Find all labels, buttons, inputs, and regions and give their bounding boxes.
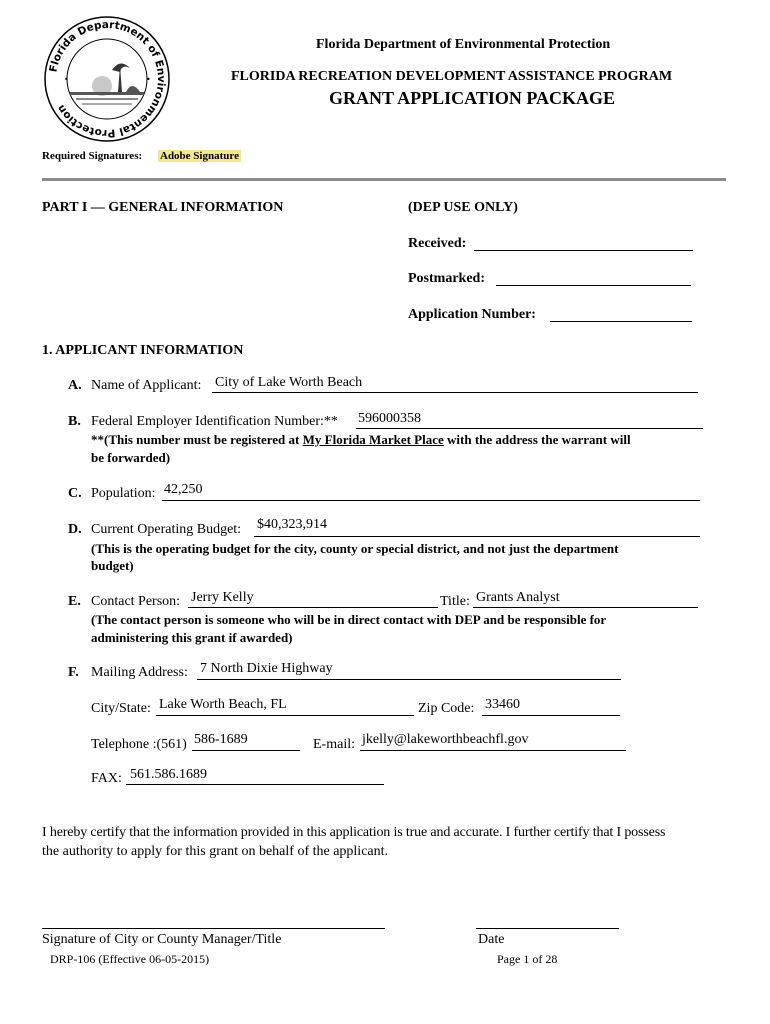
fax-value: 561.586.1689 (130, 767, 207, 782)
form-id: DRP-106 (Effective 06-05-2015) (50, 952, 210, 966)
certification-line1: I hereby certify that the information provided in this application is true and accurate. I further certify that I possess (42, 825, 666, 840)
item-d-letter: D. (68, 522, 82, 537)
certification-line2: the authority to apply for this grant on behalf of the applicant. (42, 844, 389, 859)
zip-code-label: Zip Code: (418, 701, 475, 716)
contact-person-value: Jerry Kelly (191, 590, 254, 605)
application-number-label: Application Number: (408, 307, 536, 322)
item-a-letter: A. (68, 378, 82, 393)
date-field[interactable] (476, 928, 619, 929)
fein-note-line2: be forwarded) (91, 450, 171, 465)
signature-field[interactable] (42, 928, 385, 929)
operating-budget-note-line1: (This is the operating budget for the city, county or special district, and not just the department (91, 541, 619, 556)
contact-title-label: Title: (440, 594, 470, 609)
city-state-field[interactable] (156, 715, 414, 716)
fein-note (91, 432, 631, 448)
zip-code-field[interactable] (482, 715, 620, 716)
contact-title-field[interactable] (473, 607, 698, 608)
fax-label: FAX: (91, 771, 122, 786)
city-state-label: City/State: (91, 701, 151, 716)
applicant-name-label: Name of Applicant: (91, 378, 202, 393)
fein-field[interactable] (356, 428, 703, 429)
operating-budget-note-line2: budget) (91, 558, 134, 573)
seal-icon (42, 14, 172, 144)
contact-person-note-line1: (The contact person is someone who will be in direct contact with DEP and be responsible for (91, 612, 607, 627)
mailing-address-value: 7 North Dixie Highway (200, 661, 333, 676)
svg-text:•: • (64, 75, 69, 84)
city-state-value: Lake Worth Beach, FL (159, 697, 287, 712)
fein-note-post: with the address the warrant will (443, 432, 631, 447)
postmarked-label: Postmarked: (408, 271, 485, 286)
operating-budget-value: $40,323,914 (257, 517, 327, 532)
adobe-signature-link[interactable]: Adobe Signature (160, 150, 239, 162)
page-number: Page 1 of 28 (497, 952, 558, 966)
contact-title-value: Grants Analyst (476, 590, 560, 605)
applicant-name-field[interactable] (212, 392, 698, 393)
contact-person-label: Contact Person: (91, 594, 181, 609)
svg-text:•: • (146, 75, 151, 84)
agency-name: Florida Department of Environmental Protection (316, 37, 611, 52)
email-value: jkelly@lakeworthbeachfl.gov (362, 732, 529, 747)
item-c-letter: C. (68, 486, 82, 501)
postmarked-field[interactable] (496, 285, 691, 286)
received-label: Received: (408, 236, 467, 251)
telephone-label: Telephone :(561) (91, 737, 187, 752)
required-signatures-label: Required Signatures: (42, 150, 143, 162)
fein-note-pre: **(This number must be registered at (91, 432, 303, 447)
part1-heading: PART I — GENERAL INFORMATION (42, 200, 284, 215)
my-florida-market-place-link[interactable]: My Florida Market Place (302, 432, 444, 447)
mailing-address-field[interactable] (197, 679, 621, 680)
population-label: Population: (91, 486, 156, 501)
applicant-information-heading: 1. APPLICANT INFORMATION (42, 343, 244, 358)
applicant-name-value: City of Lake Worth Beach (215, 375, 363, 390)
program-name: FLORIDA RECREATION DEVELOPMENT ASSISTANCE PROGRAM (231, 69, 673, 84)
operating-budget-label: Current Operating Budget: (91, 522, 242, 537)
operating-budget-field[interactable] (254, 536, 700, 537)
date-label: Date (478, 932, 505, 947)
mailing-address-label: Mailing Address: (91, 665, 188, 680)
item-e-letter: E. (68, 594, 81, 609)
telephone-field[interactable] (192, 750, 300, 751)
email-field[interactable] (360, 750, 626, 751)
item-b-letter: B. (68, 414, 81, 429)
item-f-letter: F. (68, 665, 79, 680)
contact-person-note-line2: administering this grant if awarded) (91, 630, 293, 645)
zip-code-value: 33460 (485, 697, 520, 712)
contact-person-field[interactable] (188, 607, 438, 608)
fein-label: Federal Employer Identification Number:** (91, 414, 338, 429)
fein-value: 596000358 (358, 411, 421, 426)
population-field[interactable] (162, 500, 700, 501)
telephone-value: 586-1689 (194, 732, 248, 747)
dep-seal-logo (42, 14, 172, 144)
population-value: 42,250 (164, 482, 203, 497)
received-field[interactable] (474, 250, 693, 251)
header-divider (42, 178, 726, 181)
application-number-field[interactable] (550, 321, 692, 322)
signature-label: Signature of City or County Manager/Title (42, 932, 282, 947)
email-label: E-mail: (313, 737, 355, 752)
dep-use-only-label: (DEP USE ONLY) (408, 200, 518, 215)
page-title: GRANT APPLICATION PACKAGE (329, 88, 616, 108)
svg-text:Florida Department of Environm: Florida Department of Environmental Protection (47, 18, 168, 140)
fax-field[interactable] (126, 784, 384, 785)
